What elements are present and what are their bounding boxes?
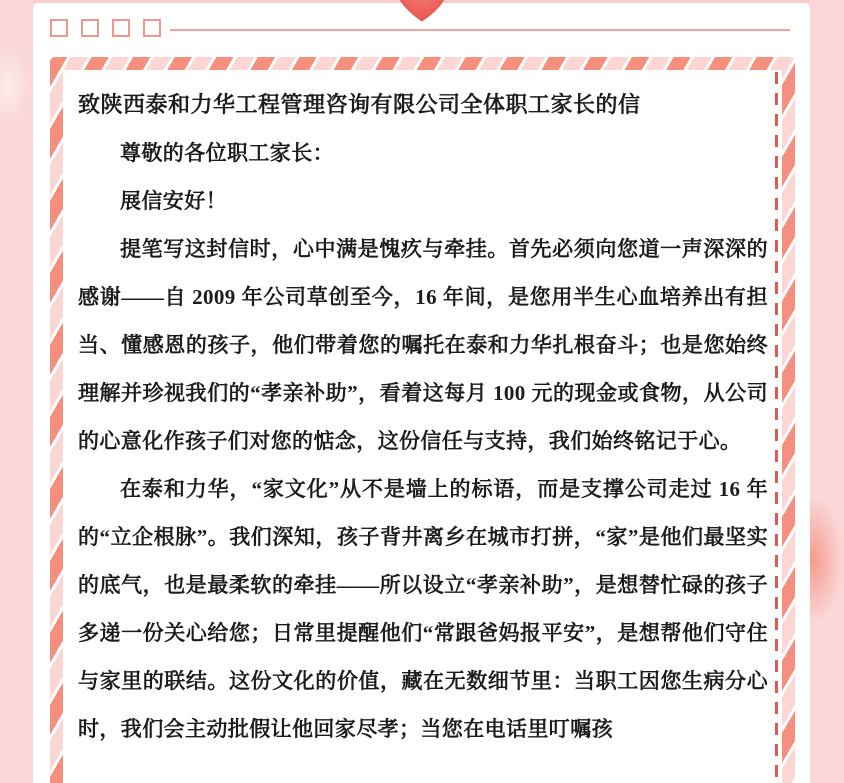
- letter-title: 致陕西泰和力华工程管理咨询有限公司全体职工家长的信: [78, 92, 641, 117]
- letter-envelope: [50, 57, 795, 783]
- dashed-edge-line: [775, 72, 778, 783]
- decor-square-icon: [143, 19, 161, 37]
- heart-icon: [396, 0, 448, 22]
- letter-greeting: 展信安好！: [120, 189, 227, 213]
- decor-square-icon: [50, 19, 68, 37]
- letter-salutation: 尊敬的各位职工家长：: [120, 141, 334, 165]
- letter-paragraph-1: 提笔写这封信时，心中满是愧疚与牵挂。首先必须向您道一声深深的感谢——自 2009 年公司草创至今，16 年间，是您用半生心血培养出有担当、懂感恩的孩子，他们带着您的嘱托在泰和力华扎根奋斗；也是您始终理解并珍视我们的“孝亲补助”，看着这每月 100 元的现金或食物，从公司的心意化作孩子们对您的惦念，这份信任与支持，我们始终铭记于心。: [78, 237, 768, 453]
- letter-paragraph-2: 在泰和力华，“家文化”从不是墙上的标语，而是支撑公司走过 16 年的“立企根脉”。我们深知，孩子背井离乡在城市打拼，“家”是他们最坚实的底气，也是最柔软的牵挂——所以设立“孝亲补助”，是想替忙碌的孩子多递一份关心给您；日常里提醒他们“常跟爸妈报平安”，是想帮他们守住与家里的联结。这份文化的价值，藏在无数细节里：当职工因您生病分心时，我们会主动批假让他回家尽孝；当您在电话里叮嘱孩: [78, 477, 768, 741]
- decor-square-icon: [81, 19, 99, 37]
- letter-paper: [63, 70, 782, 783]
- decor-squares: [50, 19, 161, 37]
- decor-square-icon: [112, 19, 130, 37]
- decor-horizontal-line: [170, 29, 790, 31]
